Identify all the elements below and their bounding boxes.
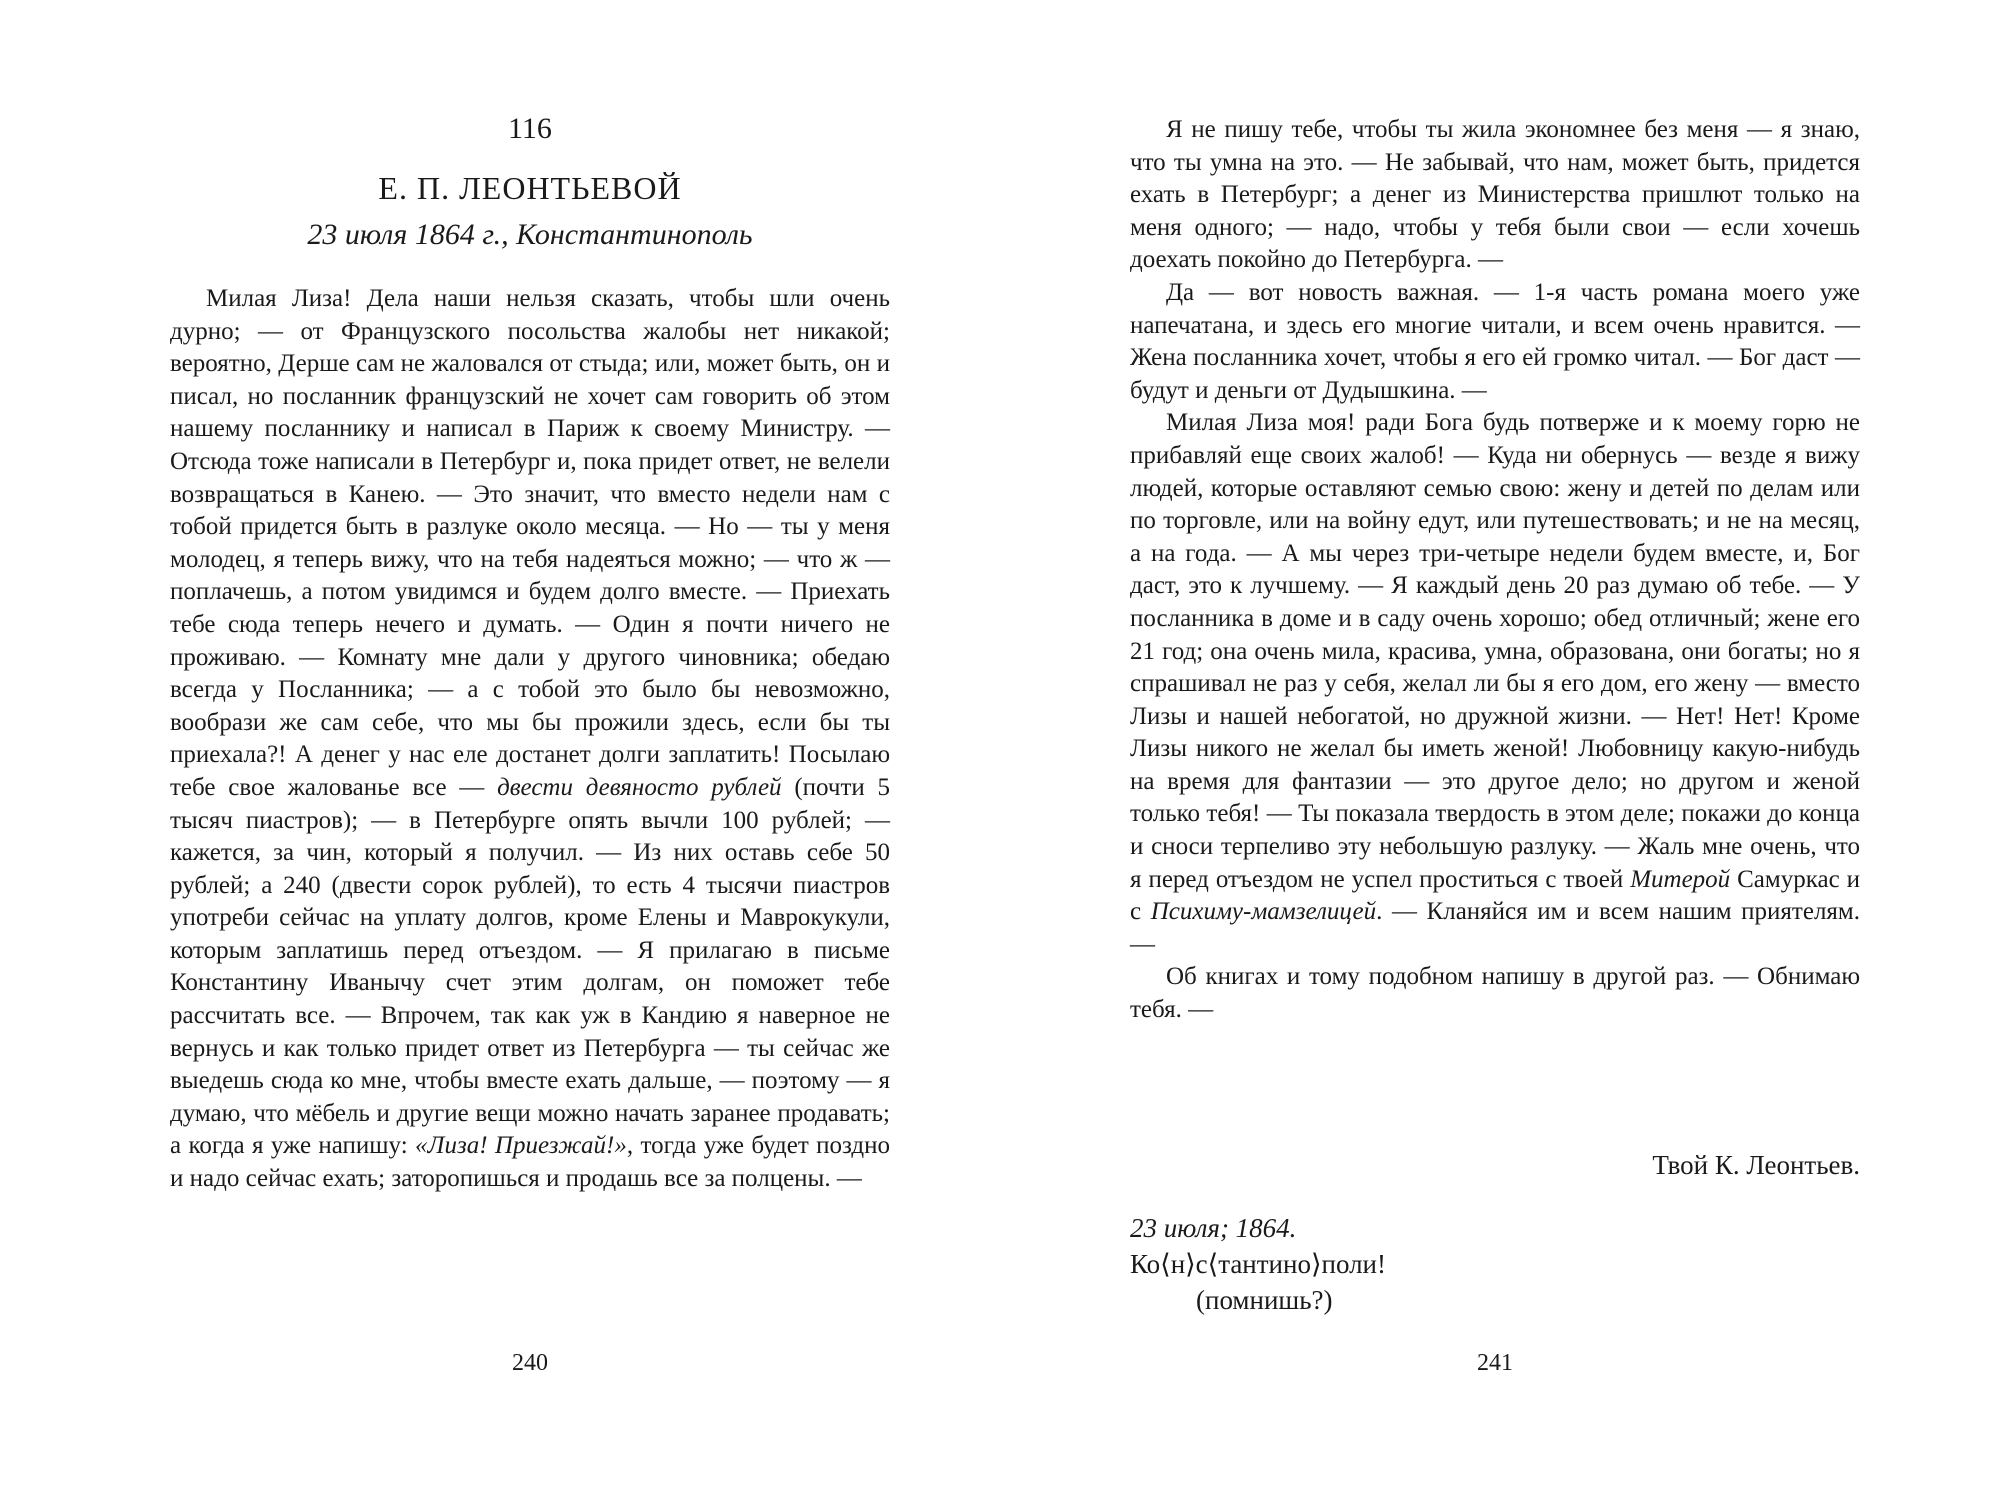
body-paragraph: Об книгах и тому подобном напишу в другой раз. — Обнимаю тебя. — xyxy=(1130,963,1860,1024)
body-paragraph: Милая Лиза! Дела наши нельзя сказать, чтобы шли очень дурно; — от Французского посольства жалобы нет никакой; вероятно, Дерше сам не жаловался от стыда; или, может быть, он и писал, но посланник французский не хочет сам говорить об этом нашему посланнику и написал в Париж к своему Министру. — Отсюда тоже написали в Петербург и, пока придет ответ, не велели возвращаться в Канею. — Это значит, что вместо недели нам с тобой придется быть в разлуке около месяца. — Но — ты у меня молодец, я теперь вижу, что на тебя надеяться можно; — что ж — поплачешь, а потом увидимся и будем долго вместе. — Приехать тебе сюда теперь нечего и думать. — Один я почти ничего не проживаю. — Комнату мне дали у другого чиновника; обедаю всегда у Посланника; — а с тобой это было бы невозможно, вообрази же сам себе, что мы бы прожили здесь, если бы ты приехала?! А денег у нас еле достанет долги заплатить! Посылаю тебе свое жалованье все — двести девяносто рублей (почти 5 тысяч пиастров); — в Петербурге опять вычли 100 рублей; — кажется, за чин, который я получил. — Из них оставь себе 50 рублей; а 240 (двести сорок рублей), то есть 4 тысячи пиастров употреби сейчас на уплату долгов, кроме Елены и Маврокукули, которым заплатишь перед отъездом. — Я прилагаю в письме Константину Иванычу счет этим долгам, он поможет тебе рассчитать все. — Впрочем, так как уж в Кандию я наверное не вернусь и как только придет ответ из Петербурга — ты сейчас же выедешь сюда ко мне, чтобы вместе ехать дальше, — поэтому — я думаю, что мёбель и другие вещи можно начать заранее продавать; а когда я уже напишу: «Лиза! Приезжай!», тогда уже будет поздно и надо сейчас ехать; заторопишься и продашь все за полцены. — xyxy=(170,285,891,1193)
italic-phrase: Митерой xyxy=(1630,865,1731,893)
postscript-date: 23 июля; 1864. xyxy=(1130,1213,1297,1243)
postscript xyxy=(1130,1210,1386,1318)
body-paragraph: Милая Лиза моя! ради Бога будь потверже и к моему горю не прибавляй еще своих жалоб! — Куда ни обернусь — везде я вижу людей, которые оставляют семью свою: жену и детей по делам или по торговле, или на войну едут, или путешествовать; и не на месяц, а на года. — А мы через три-четыре недели будем вместе, и, Бог даст, это к лучшему. — Я каждый день 20 раз думаю об тебе. — У посланника в доме и в саду очень хорошо; обед отличный; жене его 21 год; она очень мила, красива, умна, образована, они богаты; но я спрашивал не раз у себя, желал ли бы я его дом, его жену — вместо Лизы и нашей небогатой, но дружной жизни. — Нет! Нет! Кроме Лизы никого не желал бы иметь женой! Любовницу какую-нибудь на время для фантазии — это другое дело; но другом и женой только тебя! — Ты показала твердость в этом деле; покажи до конца и сноси терпеливо эту небольшую разлуку. — Жаль мне очень, что я перед отъездом не успел проститься с твоей Митерой Самуркас и с Психиму-мамзелицей. — Кланяйся им и всем нашим приятелям. — xyxy=(1130,409,1861,958)
page-number-right: 241 xyxy=(1477,1350,1513,1376)
letter-dateline: 23 июля 1864 г., Константинополь xyxy=(307,218,753,251)
right-body-text xyxy=(1130,114,1860,1027)
left-body-text xyxy=(170,283,890,1196)
postscript-remember: (помнишь?) xyxy=(1196,1285,1333,1315)
letter-signature: Твой К. Леонтьев. xyxy=(1652,1150,1860,1180)
italic-phrase: «Лиза! Приезжай!» xyxy=(415,1132,627,1160)
letter-addressee: Е. П. ЛЕОНТЬЕВОЙ xyxy=(378,170,682,206)
italic-phrase: двести девяносто рублей xyxy=(497,773,782,801)
italic-phrase: Психиму-мамзелицей xyxy=(1150,898,1377,926)
page-number-left: 240 xyxy=(512,1350,548,1376)
body-paragraph: Да — вот новость важная. — 1-я часть романа моего уже напечатана, и здесь его многие читали, и всем очень нравится. — Жена посланника хочет, чтобы я его ей громко читал. — Бог даст — будут и деньги от Дудышкина. — xyxy=(1130,278,1860,404)
letter-number: 116 xyxy=(508,112,552,145)
postscript-place: Ко⟨н⟩с⟨тантино⟩поли! xyxy=(1130,1249,1386,1279)
body-paragraph: Я не пишу тебе, чтобы ты жила экономнее без меня — я знаю, что ты умна на это. — Не забывай, что нам, может быть, придется ехать в Петербург; а денег из Министерства пришлют только на меня одного; — надо, чтобы у тебя были свои — если хочешь доехать покойно до Петербурга. — xyxy=(1130,116,1860,274)
